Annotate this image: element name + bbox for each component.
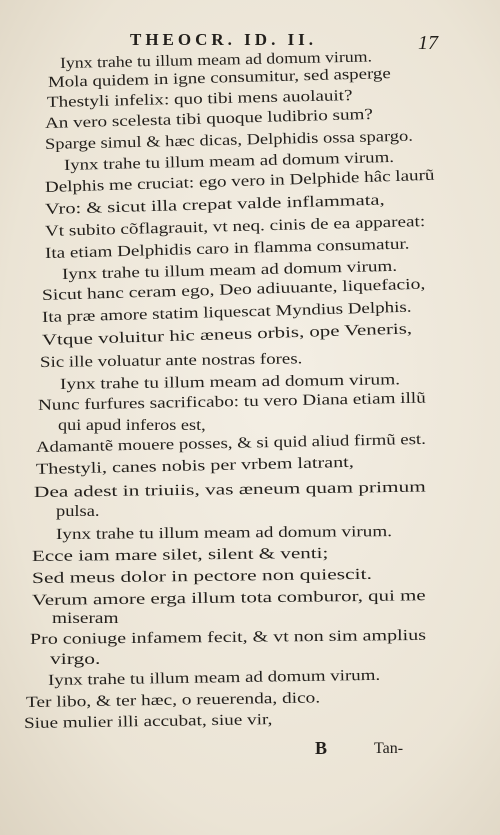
text-line: Thestyli infelix: quo tibi mens auolauit?	[46, 87, 353, 111]
text-line: Vt subito cõflagrauit, vt neq. cinis de ea appareat:	[44, 213, 426, 240]
text-line: An vero scelesta tibi quoque ludibrio sum?	[44, 105, 374, 132]
text-line: Sparge simul & hæc dicas, Delphidis ossa spargo.	[44, 127, 414, 153]
text-line: Vtque voluitur hic æneus orbis, ope Veneris,	[41, 320, 413, 349]
text-line: Ter libo, & ter hæc, o reuerenda, dico.	[25, 689, 321, 711]
text-line: Ita etiam Delphidis caro in flamma consumatur.	[44, 235, 410, 262]
text-line: Sic ille voluatur ante nostras fores.	[39, 350, 303, 371]
text-line: pulsa.	[56, 503, 100, 520]
text-line: Nunc furfures sacrificabo: tu vero Diana etiam illũ	[37, 389, 426, 414]
text-line: Iynx trahe tu illum meam ad domum virum.	[59, 371, 401, 393]
catchword: Tan-	[374, 740, 404, 757]
text-line: miseram	[52, 610, 119, 627]
text-line: Delphis me cruciat: ego vero in Delphide hâc laurũ	[44, 166, 435, 196]
text-line: Verum amore erga illum tota comburor, qui me	[31, 587, 426, 609]
text-line: Ita præ amore statim liquescat Myndius Delphis.	[41, 298, 412, 326]
text-line: qui apud inferos est,	[58, 417, 206, 434]
text-line: Iynx trahe tu illum meam ad domum virum.	[47, 666, 381, 689]
text-line: Ecce iam mare silet, silent & venti;	[31, 544, 329, 565]
text-line: Pro coniuge infamem fecit, & vt non sim amplius	[29, 626, 427, 648]
text-line: Iynx trahe tu illum meam ad domum virum.	[55, 523, 393, 543]
text-line: Mola quidem in igne consumitur, sed asperge	[47, 65, 391, 91]
signature-mark: B	[315, 738, 328, 758]
text-line: Iynx trahe tu illum meam ad domum virum.	[59, 48, 373, 72]
text-line: Adamantẽ mouere posses, & si quid aliud firmũ est.	[35, 430, 427, 456]
running-head: THEOCR. ID. II.	[130, 30, 318, 49]
text-line: Vro: & sicut illa crepat valde inflammata,	[44, 191, 385, 218]
text-line: Siue mulier illi accubat, siue vir,	[23, 711, 273, 732]
text-line: virgo.	[50, 651, 101, 668]
text-line: Iynx trahe tu illum meam ad domum virum.	[61, 257, 398, 283]
text-line: Iynx trahe tu illum meam ad domum virum.	[63, 148, 395, 174]
text-line: Sed meus dolor in pectore non quiescit.	[31, 565, 373, 587]
text-line: Sicut hanc ceram ego, Deo adiuuante, liquefacio,	[41, 275, 426, 304]
text-line: Dea adest in triuiis, vas æneum quam primum	[33, 478, 426, 501]
page-number: 17	[418, 32, 438, 54]
text-line: Thestyli, canes nobis per vrbem latrant,	[35, 453, 355, 478]
